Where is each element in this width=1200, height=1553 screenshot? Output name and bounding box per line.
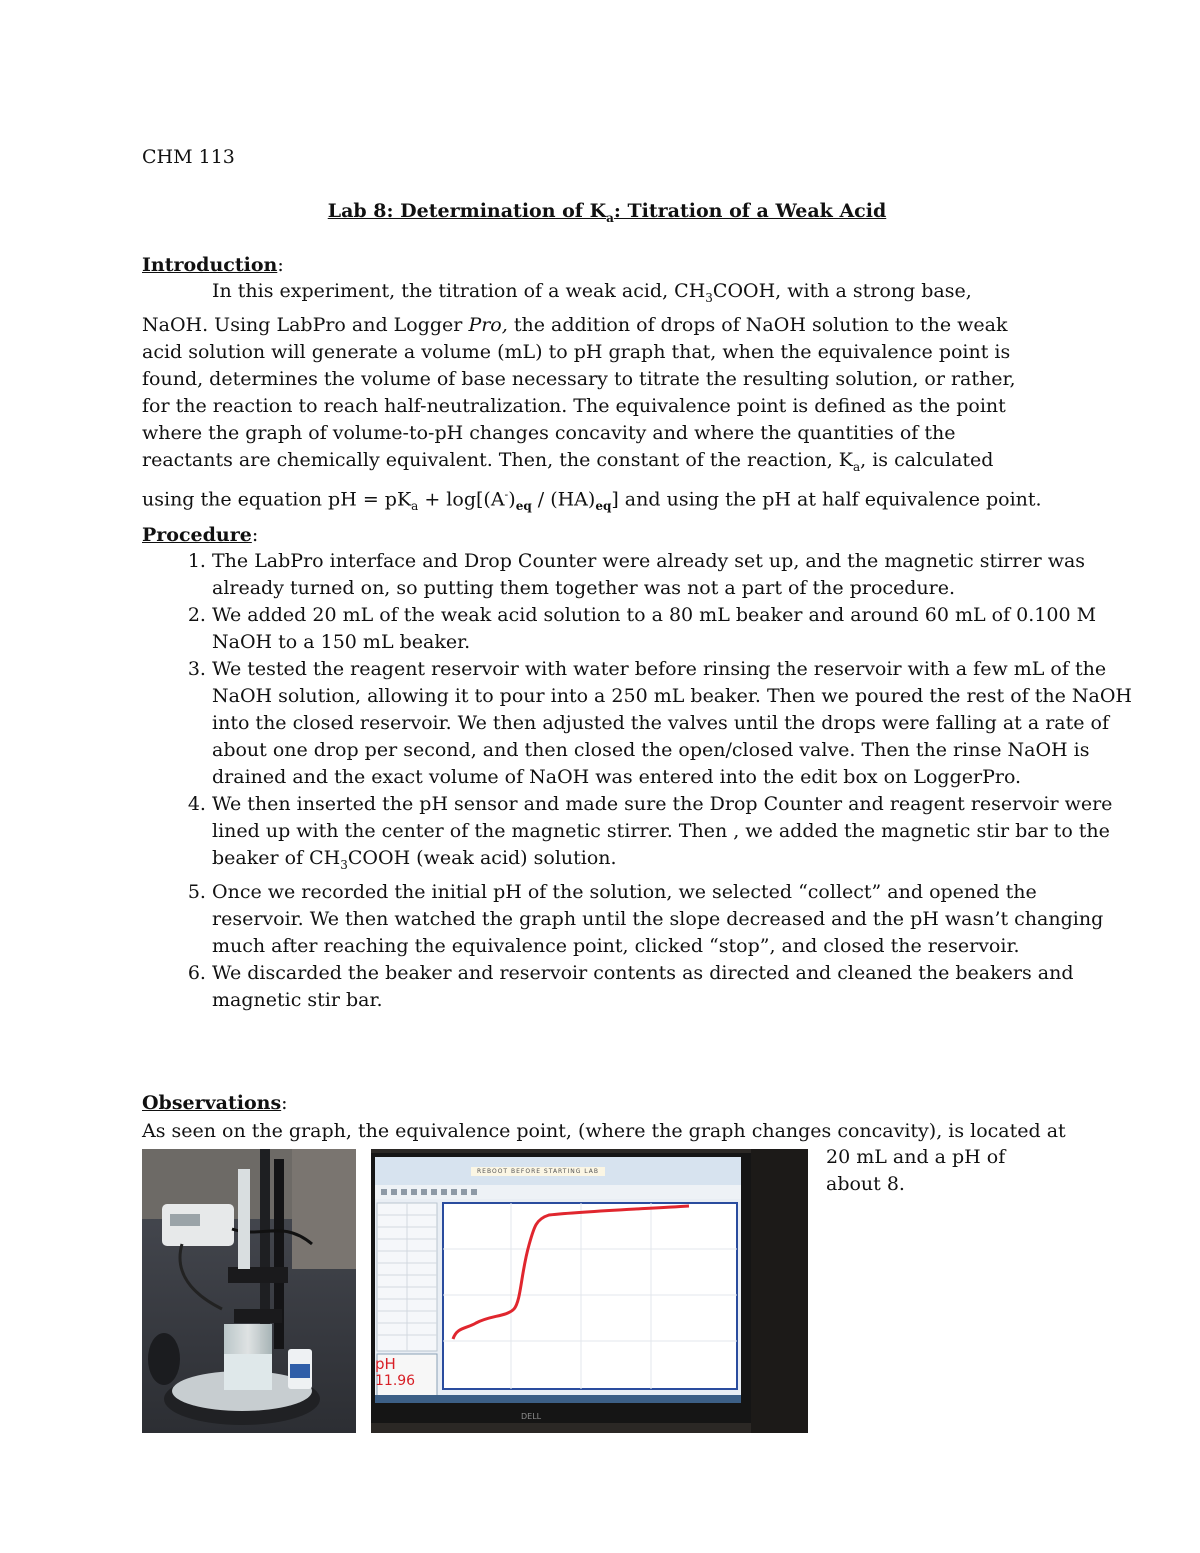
procedure-step: 2. We added 20 mL of the weak acid solution to a 80 mL beaker and around 60 mL of 0.100 M NaOH to a 150 mL beaker. xyxy=(212,602,1132,656)
monitor-brand: DELL xyxy=(521,1412,542,1421)
introduction-heading-row: Introduction: xyxy=(142,254,284,276)
ph-meter-value: 11.96 xyxy=(375,1373,416,1389)
observations-heading-row: Observations: xyxy=(142,1092,288,1114)
observations-heading: Observations xyxy=(142,1092,282,1114)
lab-title: Lab 8: Determination of $K_a$: Titration of a Weak Acid xyxy=(327,200,887,225)
screen-banner-note: REBOOT BEFORE STARTING LAB xyxy=(471,1167,605,1176)
lab-setup-illustration xyxy=(142,1149,356,1433)
ph-meter-label: pH xyxy=(375,1355,396,1373)
observations-text: As seen on the graph, the equivalence point, (where the graph changes concavity), is located at xyxy=(142,1120,1066,1142)
introduction-paragraph: In this experiment, the titration of a weak acid, $CH_3COOH$, with a strong base, NaOH. Using LabPro and Logger Pro, the addition of drops of NaOH solution to the weak acid solution will generate a volume (mL) to pH graph that, when the equivalence point is found, determines the volume of base necessary to titrate the resulting solution, or rather, for the reaction to reach half-neutralization. The equivalence point is defined as the point where the graph of volume-to-pH changes concavity and where the quantities of the reactants are chemically equivalent. Then, the constant of the reaction, $K_a$, is calculated using the equation pH = $pK_a + \log[(A^-)_{eq} / (HA)_{eq}]$ and using the pH at half equivalence point. xyxy=(142,280,1042,513)
loggerpro-screen-photo xyxy=(371,1149,808,1433)
procedure-steps xyxy=(142,548,1132,1014)
procedure-step: 5. Once we recorded the initial pH of the solution, we selected “collect” and opened the reservoir. We then watched the graph until the slope decreased and the pH wasn’t changing much after reaching the equivalence point, clicked “stop”, and closed the reservoir. xyxy=(212,879,1132,960)
course-code: CHM 113 xyxy=(142,146,235,168)
procedure-step: 4. We then inserted the pH sensor and made sure the Drop Counter and reagent reservoir were lined up with the center of the magnetic stirrer. Then , we added the magnetic stir bar to the beaker of $CH_3COOH$ (weak acid) solution. xyxy=(212,791,1132,879)
observations-result: 20 mL and a pH of about 8. xyxy=(826,1146,1006,1195)
introduction-heading: Introduction xyxy=(142,254,278,276)
monitor-illustration xyxy=(371,1149,808,1433)
lab-setup-photo xyxy=(142,1149,356,1433)
procedure-heading-row: Procedure: xyxy=(142,524,259,546)
procedure-step: 3. We tested the reagent reservoir with water before rinsing the reservoir with a few mL of the NaOH solution, allowing it to pour into a 250 mL beaker. Then we poured the rest of the NaOH into the closed reservoir. We then adjusted the valves until the drops were falling at a rate of about one drop per second, and then closed the open/closed valve. Then the rinse NaOH is drained and the exact volume of NaOH was entered into the edit box on LoggerPro. xyxy=(212,656,1132,791)
procedure-step: 1. The LabPro interface and Drop Counter were already set up, and the magnetic stirrer was already turned on, so putting them together was not a part of the procedure. xyxy=(212,548,1132,602)
procedure-heading: Procedure xyxy=(142,524,252,546)
procedure-step: 6. We discarded the beaker and reservoir contents as directed and cleaned the beakers and magnetic stir bar. xyxy=(212,960,1132,1014)
